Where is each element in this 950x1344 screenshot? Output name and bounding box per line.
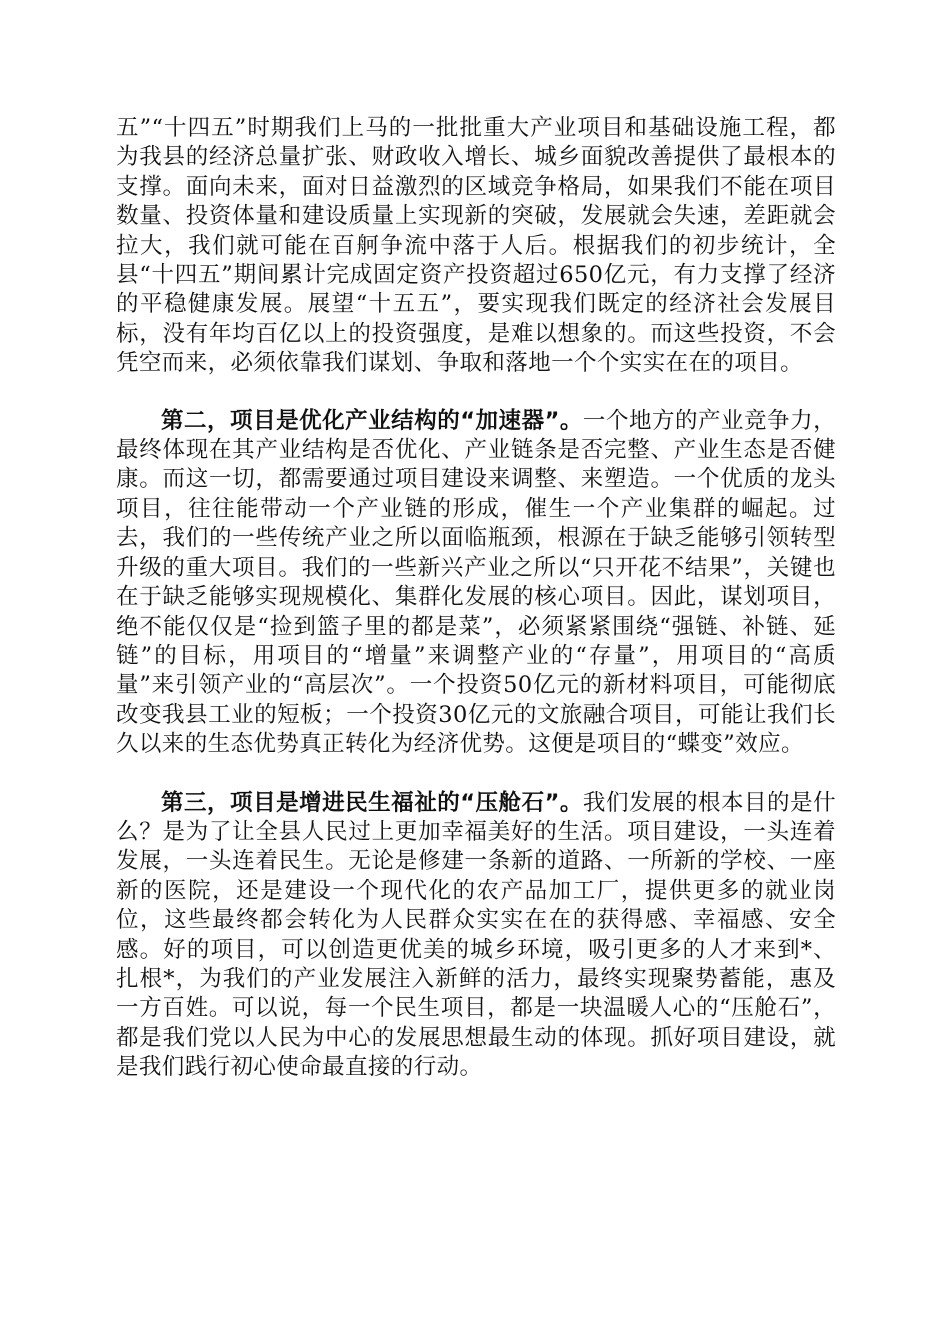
- paragraph-body: 五”“十四五”时期我们上马的一批批重大产业项目和基础设施工程，都为我县的经济总量扩张、财政收入增长、城乡面貌改善提供了最根本的支撑。面向未来，面对日益激烈的区域竞争格局，如果我们不能在项目数量、投资体量和建设质量上实现新的突破，发展就会失速，差距就会拉大，我们就可能在百舸争流中落于人后。根据我们的初步统计，全县“十四五”期间累计完成固定资产投资超过650亿元，有力支撑了经济的平稳健康发展。展望“十五五”，要实现我们既定的经济社会发展目标，没有年均百亿以上的投资强度，是难以想象的。而这些投资，不会凭空而来，必须依靠我们谋划、争取和落地一个个实实在在的项目。: [116, 115, 836, 377]
- paragraph-body: 我们发展的根本目的是什么？是为了让全县人民过上更加幸福美好的生活。项目建设，一头连着发展，一头连着民生。无论是修建一条新的道路、一所新的学校、一座新的医院，还是建设一个现代化的农产品加工厂，提供更多的就业岗位，这些最终都会转化为人民群众实实在在的获得感、幸福感、安全感。好的项目，可以创造更优美的城乡环境，吸引更多的人才来到*、扎根*，为我们的产业发展注入新鲜的活力，最终实现聚势蓄能，惠及一方百姓。可以说，每一个民生项目，都是一块温暖人心的“压舱石”，都是我们党以人民为中心的发展思想最生动的体现。抓好项目建设，就是我们践行初心使命最直接的行动。: [116, 789, 836, 1081]
- document-page: [116, 114, 836, 1083]
- paragraph-lead-heading: 第三，项目是增进民生福祉的“压舱石”。: [161, 789, 583, 816]
- paragraph-body: 一个地方的产业竞争力，最终体现在其产业结构是否优化、产业链条是否完整、产业生态是否健康。而这一切，都需要通过项目建设来调整、来塑造。一个优质的龙头项目，往往能带动一个产业链的形成，催生一个产业集群的崛起。过去，我们的一些传统产业之所以面临瓶颈，根源在于缺乏能够引领转型升级的重大项目。我们的一些新兴产业之所以“只开花不结果”，关键也在于缺乏能够实现规模化、集群化发展的核心项目。因此，谋划项目，绝不能仅仅是“捡到篮子里的都是菜”，必须紧紧围绕“强链、补链、延链”的目标，用项目的“增量”来调整产业的“存量”，用项目的“高质量”来引领产业的“高层次”。一个投资50亿元的新材料项目，可能彻底改变我县工业的短板；一个投资30亿元的文旅融合项目，可能让我们长久以来的生态优势真正转化为经济优势。这便是项目的“蝶变”效应。: [116, 407, 836, 758]
- paragraph-industry-structure: [116, 407, 836, 760]
- paragraph-lead-heading: 第二，项目是优化产业结构的“加速器”。: [161, 407, 583, 434]
- paragraph-livelihood: [116, 789, 836, 1083]
- paragraph-investment: [116, 114, 836, 379]
